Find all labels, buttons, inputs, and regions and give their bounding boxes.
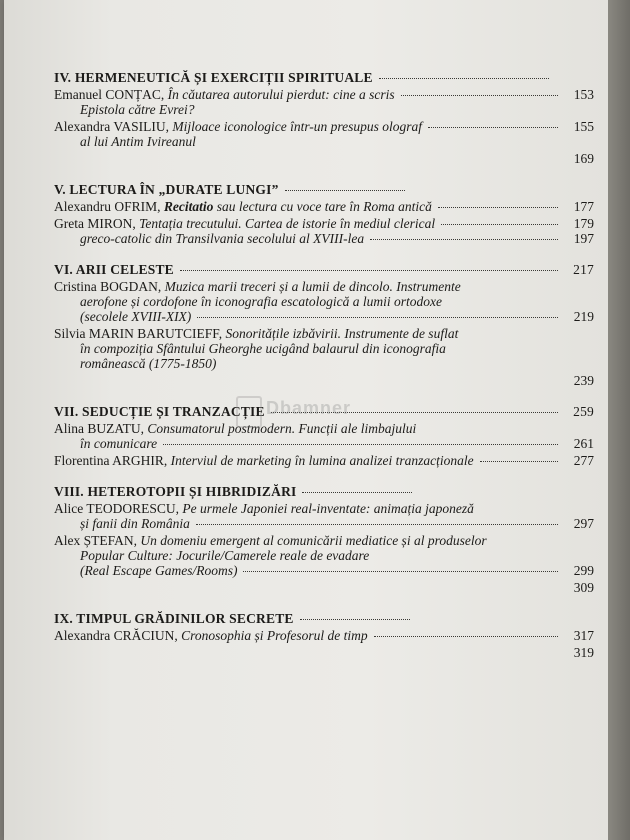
entry-author: Alexandra CRĂCIUN, [54,628,182,643]
leader-dots [379,78,549,79]
entry-author: Greta MIRON, [54,216,140,231]
leader-dots [163,444,558,445]
entry-title: Cronosophia și Profesorul de timp [181,628,368,643]
leader-dots [197,317,558,318]
entry-title: sau lectura cu voce tare în Roma antică [213,199,432,214]
page-number: 179 [573,216,594,231]
page-number: 261 [573,436,594,451]
entry-title: Tentația trecutului. Cartea de istorie în mediul clerical [139,216,436,231]
page-number: 277 [573,453,594,468]
page-number: 239 [573,373,594,388]
section-title-text: VIII. HETEROTOPII ȘI HIBRIDIZĂRI [54,484,297,499]
page-number: 169 [573,151,594,166]
section-title-text: VII. SEDUCȚIE ȘI TRANZACȚIE [54,404,265,419]
entry-author: Emanuel CONȚAC, [54,87,168,102]
leader-dots [428,127,558,128]
entry-title-cont: al lui Antim Ivireanul [80,134,196,149]
leader-dots [285,190,405,191]
leader-dots [302,492,412,493]
page-number: 317 [573,628,594,643]
toc-section [54,262,594,388]
leader-dots [196,524,558,525]
leader-dots [243,571,558,572]
page-number: 219 [573,309,594,324]
section-title [54,70,594,85]
entry-title-cont: și fanii din România [80,516,190,531]
entry-author: Alexandru OFRIM, [54,199,164,214]
toc-section [54,484,594,595]
entry-author: Alexandra VASILIU, [54,119,173,134]
entry-author: Alex ȘTEFAN, [54,533,141,548]
toc-entry [54,279,594,324]
section-title [54,611,594,626]
leader-dots [438,207,558,208]
entry-title: Consumatorul postmodern. Funcții ale limbajului [147,421,417,436]
page-number: 217 [573,262,594,277]
entry-title-cont: românească (1775-1850) [80,356,217,371]
entry-author: Alina BUZATU, [54,421,148,436]
leader-dots [480,461,558,462]
entry-author: Cristina BOGDAN, [54,279,165,294]
entry-title: În căutarea autorului pierdut: cine a scris [167,87,395,102]
toc-entry [54,87,594,117]
entry-title-cont: (secolele XVIII-XIX) [80,309,192,324]
section-title [54,182,594,197]
page-number: 309 [573,580,594,595]
leader-dots [374,636,558,637]
entry-title: Muzica marii treceri și a lumii de dincolo. Instrumente [164,279,461,294]
toc-entry [54,628,594,660]
page-number: 153 [573,87,594,102]
entry-title-cont: în compoziția Sfântului Gheorghe ucigând balaurul din iconografia [80,341,446,356]
page-number: 297 [573,516,594,531]
toc-entry [54,326,594,388]
section-title-text: VI. ARII CELESTE [54,262,174,277]
section-title [54,262,594,277]
toc-entry [54,501,594,531]
entry-title: Sonoritățile izbăvirii. Instrumente de suflat [225,326,459,341]
page-number: 177 [573,199,594,214]
entry-title-cont: Popular Culture: Jocurile/Camerele reale de evadare [80,548,370,563]
page-number: 299 [573,563,594,578]
entry-title-bold: Recitatio [163,199,214,214]
toc-entry [54,533,594,595]
section-title-text: IX. TIMPUL GRĂDINILOR SECRETE [54,611,294,626]
section-title-text: IV. HERMENEUTICĂ ȘI EXERCIȚII SPIRITUALE [54,70,373,85]
page-number: 259 [573,404,594,419]
entry-title: Mijloace iconologice într-un presupus olograf [172,119,423,134]
table-of-contents [54,70,594,676]
leader-dots [180,270,558,271]
entry-title-cont: în comunicare [80,436,158,451]
toc-entry [54,199,594,214]
toc-entry [54,453,594,468]
toc-section [54,611,594,660]
leader-dots [401,95,558,96]
book-edge [608,0,630,840]
entry-title-cont: aerofone și cordofone în iconografia escatologică a lumii ortodoxe [80,294,442,309]
entry-author: Florentina ARGHIR, [54,453,171,468]
leader-dots [441,224,558,225]
entry-title-cont: greco-catolic din Transilvania secolului al XVIII-lea [80,231,365,246]
entry-title: Pe urmele Japoniei real-inventate: animația japoneză [182,501,474,516]
toc-entry [54,119,594,166]
watermark-logo [236,392,366,432]
toc-entry [54,216,594,246]
section-title [54,484,594,499]
entry-title: Interviul de marketing în lumina analizei tranzacționale [170,453,474,468]
entry-title-cont: (Real Escape Games/Rooms) [80,563,238,578]
watermark-text: Dbamner [266,398,352,418]
toc-section [54,70,594,166]
entry-title-cont: Epistola către Evrei? [80,102,195,117]
page-number: 197 [573,231,594,246]
leader-dots [370,239,558,240]
page-number: 155 [573,119,594,134]
entry-author: Alice TEODORESCU, [54,501,183,516]
page-number: 319 [573,645,594,660]
leader-dots [300,619,410,620]
entry-title: Un domeniu emergent al comunicării mediatice și al produselor [140,533,487,548]
book-page [4,0,608,840]
entry-author: Silvia MARIN BARUTCIEFF, [54,326,226,341]
section-title-text: V. LECTURA ÎN „DURATE LUNGI” [54,182,279,197]
toc-section [54,182,594,246]
